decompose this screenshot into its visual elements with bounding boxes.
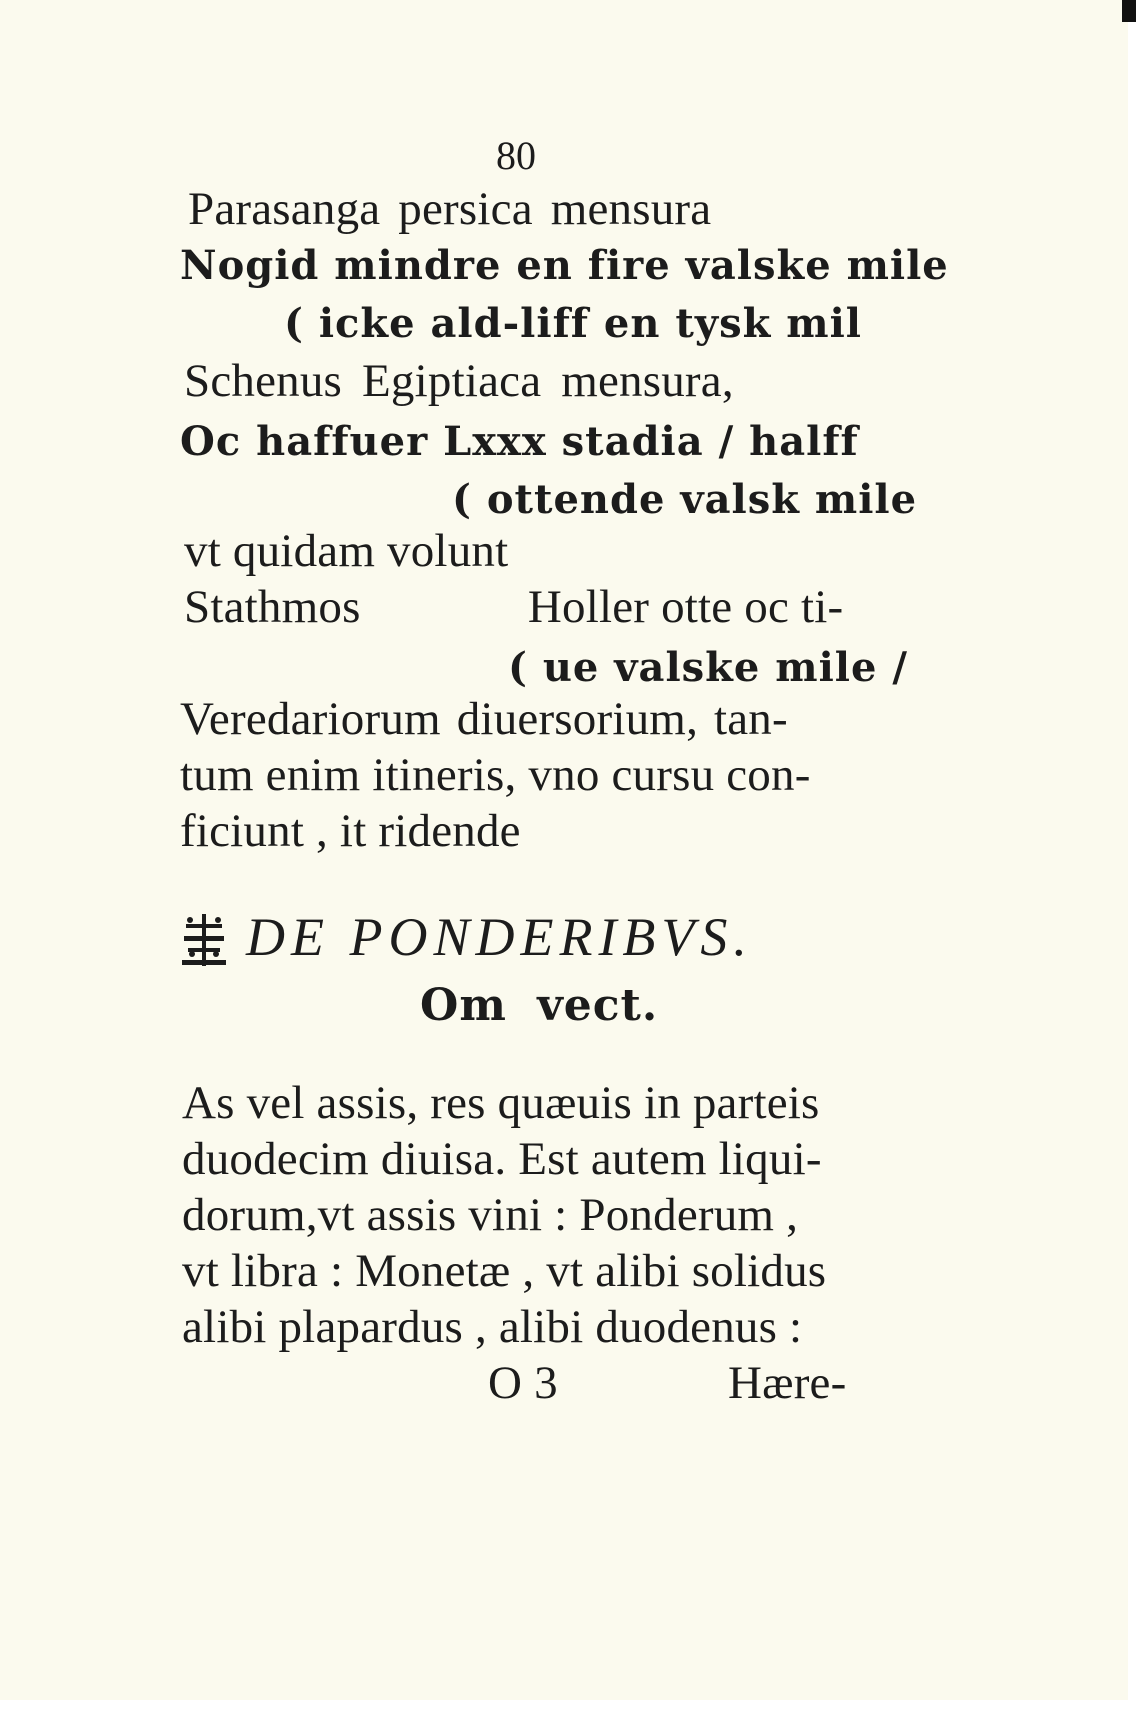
fleuron-icon [180,912,228,968]
text-line: tum enim itineris, vno cursu con- [180,749,811,801]
signature-mark: O 3 [488,1357,558,1409]
text-line: ( ottende valsk mile [452,476,918,523]
scan-edge-bottom [0,1700,1136,1718]
text-line: Schenus Egiptiaca mensura, [184,355,734,407]
section-subheading: Om vect. [420,980,659,1031]
text-line: vt libra : Monetæ , vt alibi solidus [182,1245,827,1297]
text-line: Nogid mindre en fire valske mile [180,242,949,289]
text-line: dorum,vt assis vini : Ponderum , [182,1189,799,1241]
text-line: duodecim diuisa. Est autem liqui- [182,1133,822,1185]
text-line: ( icke ald-liff en tysk mil [284,300,862,347]
text-line: alibi plapardus , alibi duodenus : [182,1301,803,1353]
page-number: 80 [496,133,536,178]
scan-edge-mark [1122,0,1136,22]
text-line: Stathmos Holler otte oc ti- [184,581,844,633]
catchword: Hære- [728,1357,847,1409]
text-line: Parasanga persica mensura [188,183,712,235]
scan-edge-right [1128,0,1136,1718]
text-line: Veredariorum diuersorium, tan- [180,693,788,745]
text-line: vt quidam volunt [184,525,509,577]
text-line: ( ue valske mile / [508,644,908,691]
section-heading: DE PONDERIBVS. [246,907,753,967]
text-line: Oc haffuer Lxxx stadia / halff [180,418,859,465]
text-line: ficiunt , it ridende [180,805,521,857]
text-line: As vel assis, res quæuis in parteis [182,1077,820,1129]
